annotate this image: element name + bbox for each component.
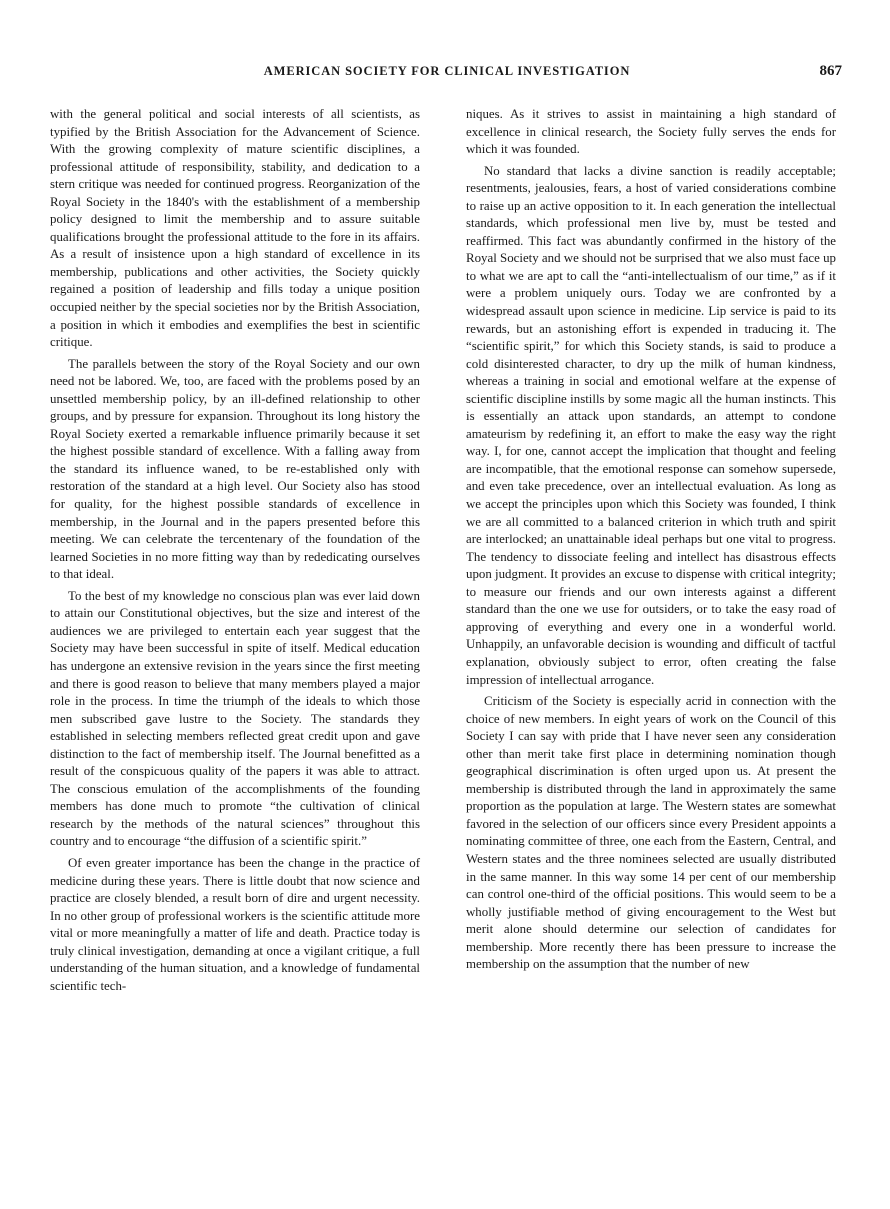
running-header [52, 64, 842, 84]
paragraph: The parallels between the story of the Royal Society and our own need not be labored. We, too, are faced with the problems posed by an unsettled membership policy, by an ill-defined relationship to other groups, and by pressure for expansion. Throughout its long history the Royal Society exerted a remarkable influence primarily because it set the highest possible standard of excellence. With a falling away from the standard its influence waned, to be re-established only with restoration of the standard at a high level. Our Society also has stood for quality, for the highest possible standards of excellence in membership, in the Journal and in the papers presented before this meeting. We can celebrate the tercentenary of the foundation of the learned Societies in no more fitting way than by rededicating ourselves to that ideal. [50, 356, 420, 582]
left-column [50, 106, 420, 995]
page-number: 867 [819, 63, 842, 79]
paragraph: Of even greater importance has been the change in the practice of medicine during these years. There is little doubt that now science and practice are closely blended, a result born of dire and urgent necessity. In no other group of professional workers is the scientific attitude more vital or more meaningfully a matter of life and death. Practice today is truly clinical investigation, demanding at once a vigilant critique, a full understanding of the human situation, and a knowledge of fundamental scientific tech- [50, 855, 420, 993]
paragraph: with the general political and social interests of all scientists, as typified by the British Association for the Advancement of Science. With the growing complexity of mature scientific disciplines, a professional attitude of responsibility, stability, and dedication to a stern critique was needed for continued progress. Reorganization of the Royal Society in the 1840's with the establishment of a membership policy designed to limit the membership and to assure suitable qualifications brought the professional attitude to the fore in its affairs. As a result of insistence upon a high standard of excellence in its membership, publications and other activities, the Society quickly regained a position of leadership and fills today a unique position occupied neither by the special societies nor by the British Association, a position in which it embodies and exemplifies the best in scientific critique. [50, 107, 420, 350]
running-title: AMERICAN SOCIETY FOR CLINICAL INVESTIGATION [263, 64, 631, 78]
right-column [466, 106, 836, 974]
paragraph: Criticism of the Society is especially acrid in connection with the choice of new members. In eight years of work on the Council of this Society I can say with pride that I have never seen any consideration other than merit take first place in determining nomination though geographical discrimination is often urged upon us. At present the membership is distributed through the land in approximately the same proportion as the population at large. The Western states are somewhat favored in the selection of our officers since every President appoints a nominating committee of three, one each from the Eastern, Central, and Western states and the three nominees selected are usually distributed in the same manner. In this way some 14 per cent of our membership can control one-third of the official positions. This would seem to be a wholly justifiable method of giving encouragement to the West but merit alone should determine our selection of candidates for membership. More recently there has been pressure to increase the membership on the assumption that the number of new [466, 694, 836, 972]
paragraph: niques. As it strives to assist in maintaining a high standard of excellence in clinical research, the Society fully serves the ends for which it was founded. [466, 107, 836, 157]
paragraph: To the best of my knowledge no conscious plan was ever laid down to attain our Constitutional objectives, but the size and interest of the audiences we are privileged to entertain each year suggest that the Society may have been successful in spite of itself. Medical education has undergone an extensive revision in the years since the first meeting and there is good reason to believe that many members played a major role in the process. In time the triumph of the ideals to which those men subscribed gave lustre to the Society. The standards they established in selecting members reflected great credit upon and gave distinction to the fact of membership itself. The Journal benefitted as a result of the conspicuous quality of the papers it was able to attract. The conscious emulation of the accomplishments of the founding members has done much to promote “the cultivation of clinical research by the methods of the natural sciences” throughout this country and to encourage “the diffusion of a scientific spirit.” [50, 588, 420, 849]
paragraph: No standard that lacks a divine sanction is readily acceptable; resentments, jealousies, fears, a host of varied considerations combine to raise up an active opposition to it. In each generation the intellectual standards, which professional men live by, must be tested and reaffirmed. This fact was abundantly confirmed in the history of the Royal Society and we should not be surprised that we also must face up to what we are apt to call the “anti-intellectualism of our time,” as if it were a problem uniquely ours. Today we are confronted by a widespread assault upon science in medicine. Lip service is paid to its rewards, but an astonishing effort is expended in traducing it. The “scientific spirit,” for which this Society stands, is said to produce a cold disinterested character, to dry up the milk of human kindness, whereas a training in social and emotional welfare at the expense of scientific discipline instills by some magic all the human instincts. This is essentially an attack upon standards, an attempt to condone amateurism by redefining it, an effort to make the easy way the right way. I, for one, cannot accept the implication that thought and feeling are incompatible, that the emotional response can somehow supersede, and even take precedence, over an intellectual evaluation. As long as we accept the principles upon which this Society was founded, I think we are all committed to a balanced criterion in which truth and spirit are interlocked; an unattainable ideal perhaps but one vital to progress. The tendency to dissociate feeling and intellect has disastrous effects upon judgment. It provides an excuse to dispense with critical integrity; to measure our friends and our own interests against a different standard than the one we use for outsiders, or to take the easy road of approving of everything and every one in a wonderful world. Unhappily, an unfavorable decision is wounding and difficult of tactful explanation, obviously subject to error, often creating the false impression of intellectual arrogance. [466, 163, 836, 687]
